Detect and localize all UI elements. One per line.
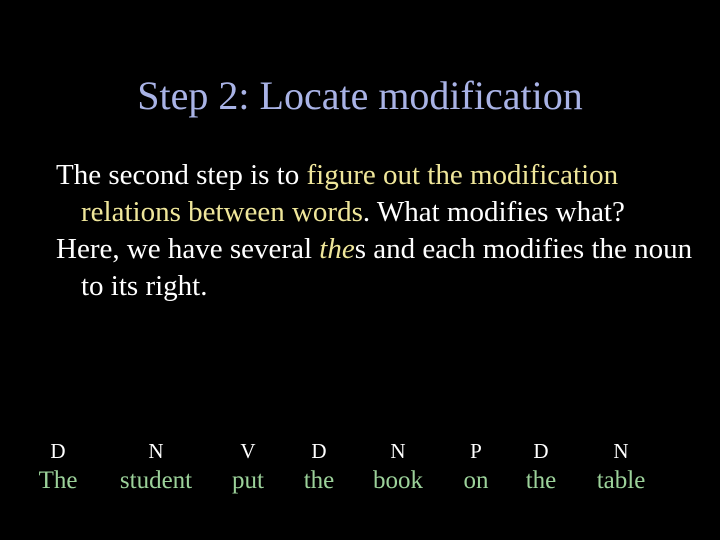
token-1	[3, 438, 113, 496]
paragraph-determiners	[56, 231, 696, 305]
token-pos-tag: D	[50, 439, 66, 463]
token-pos-tag: D	[311, 439, 327, 463]
paragraph-1-text-end: . What modifies what?	[362, 196, 625, 228]
slide-body	[56, 157, 696, 305]
token-pos-tag: N	[613, 439, 629, 463]
paragraph-modification-step	[56, 157, 696, 231]
token-word: student	[119, 467, 193, 494]
token-word: the	[525, 467, 557, 494]
token-word: table	[596, 467, 646, 494]
token-word: book	[373, 467, 423, 494]
token-8	[566, 438, 676, 496]
paragraph-2-text-end: s and each modifies the noun to its right.	[81, 233, 693, 302]
paragraph-2-emphasis: the	[319, 233, 355, 265]
token-word: The	[38, 467, 78, 494]
paragraph-1-highlight: figure out the modification relations between words	[81, 159, 619, 228]
token-pos-tag: N	[148, 439, 164, 463]
tagged-sentence	[0, 438, 720, 518]
paragraph-2-text-start: Here, we have several	[56, 233, 320, 265]
paragraph-1-text-start: The second step is to	[56, 159, 307, 191]
token-pos-tag: D	[533, 439, 549, 463]
token-pos-tag: N	[390, 439, 406, 463]
token-word: the	[303, 467, 335, 494]
token-pos-tag: P	[470, 439, 482, 463]
token-word: on	[463, 467, 489, 494]
token-word: put	[232, 467, 264, 494]
slide-title: Step 2: Locate modification	[137, 73, 583, 118]
token-pos-tag: V	[240, 439, 256, 463]
